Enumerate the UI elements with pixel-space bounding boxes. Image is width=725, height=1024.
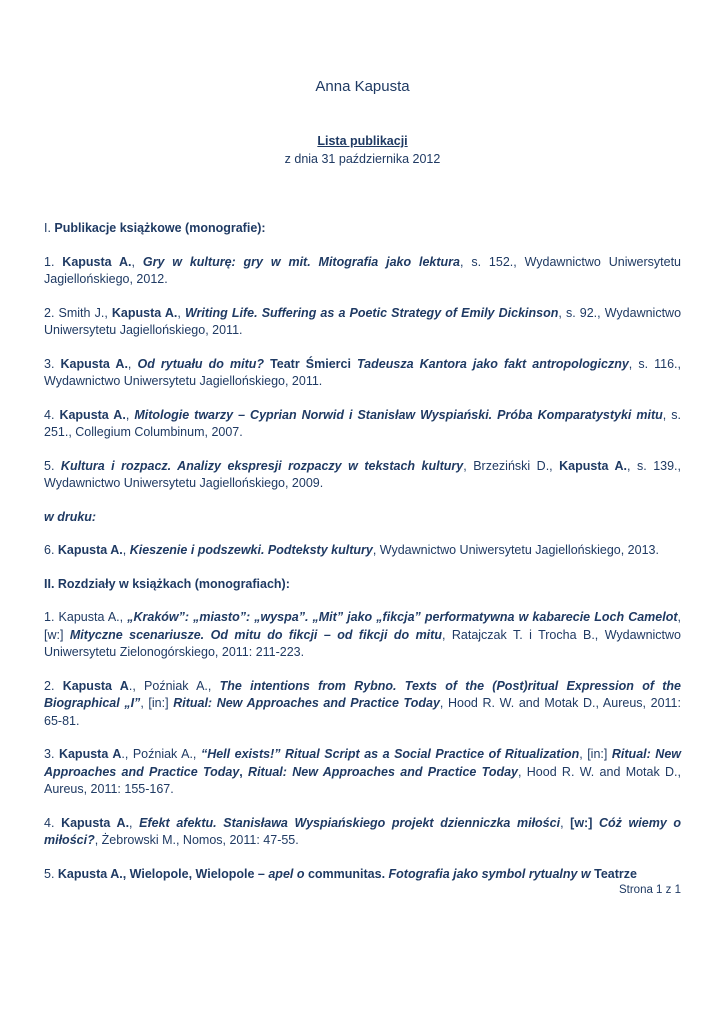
list-item: 6. Kapusta A., Kieszenie i podszewki. Podteksty kultury, Wydawnictwo Uniwersytetu Jagiellońskiego, 2013.	[44, 543, 659, 557]
in-print-label: w druku:	[44, 509, 97, 524]
list-item: 2. Smith J., Kapusta A., Writing Life. Suffering as a Poetic Strategy of Emily Dickinson, s. 92., Wydawnictwo Uniwersytetu Jagiellońskiego, 2011.	[44, 305, 682, 337]
list-item: 4. Kapusta A., Mitologie twarzy – Cyprian Norwid i Stanisław Wyspiański. Próba Komparatystyki mitu, s. 251., Collegium Columbinum, 2007.	[44, 407, 682, 439]
list-item: 3. Kapusta A., Poźniak A., “Hell exists!” Ritual Script as a Social Practice of Ritualization, [in:] Ritual: New Approaches and Practice Today, Ritual: New Approaches and Practice Today, Hood R. W. and Motak D., Aureus, 2011: 155-167.	[44, 747, 681, 796]
author-name: Anna Kapusta	[315, 78, 410, 95]
list-item: 5. Kapusta A., Wielopole, Wielopole – apel o communitas. Fotografia jako symbol rytualny w Teatrze	[44, 866, 637, 881]
section-title: Publikacje książkowe (monografie):	[54, 221, 266, 235]
date-line: z dnia 31 października 2012	[284, 152, 441, 166]
list-item: 4. Kapusta A., Efekt afektu. Stanisława Wyspiańskiego projekt dzienniczka miłości, [w:] Cóż wiemy o miłości?, Żebrowski M., Nomos, 2011: 47-55.	[44, 815, 682, 847]
list-item: 2. Kapusta A., Poźniak A., The intentions from Rybno. Texts of the (Post)ritual Expression of the Biographical „I”, [in:] Ritual: New Approaches and Practice Today, Hood R. W. and Motak D., Aureus, 2011: 65-81.	[44, 678, 682, 728]
page-number: Strona 1 z 1	[618, 884, 681, 896]
list-title: Lista publikacji	[317, 134, 408, 148]
list-item: 1. Kapusta A., Gry w kulturę: gry w mit. Mitografia jako lektura, s. 152., Wydawnictwo Uniwersytetu Jagiellońskiego, 2012.	[44, 254, 681, 286]
section-number: I.	[44, 221, 55, 235]
section-title: II. Rozdziały w książkach (monografiach):	[44, 576, 290, 591]
publication-list	[44, 220, 681, 883]
list-item: 3. Kapusta A., Od rytuału do mitu? Teatr Śmierci Tadeusza Kantora jako fakt antropologiczny, s. 116., Wydawnictwo Uniwersytetu Jagiellońskiego, 2011.	[44, 356, 682, 388]
section-heading	[44, 220, 681, 238]
section-heading	[44, 576, 681, 594]
list-item: 5. Kultura i rozpacz. Analizy ekspresji rozpaczy w tekstach kultury, Brzeziński D., Kapusta A., s. 139., Wydawnictwo Uniwersytetu Jagiellońskiego, 2009.	[44, 458, 682, 490]
list-item: 1. Kapusta A., „Kraków”: „miasto”: „wyspa”. „Mit” jako „fikcja” performatywna w kabarecie Loch Camelot, [w:] Mityczne scenariusze. Od mitu do fikcji – od fikcji do mitu, Ratajczak T. i Trocha B., Wydawnictwo Uniwersytetu Zielonogórskiego, 2011: 211-223.	[44, 610, 681, 659]
